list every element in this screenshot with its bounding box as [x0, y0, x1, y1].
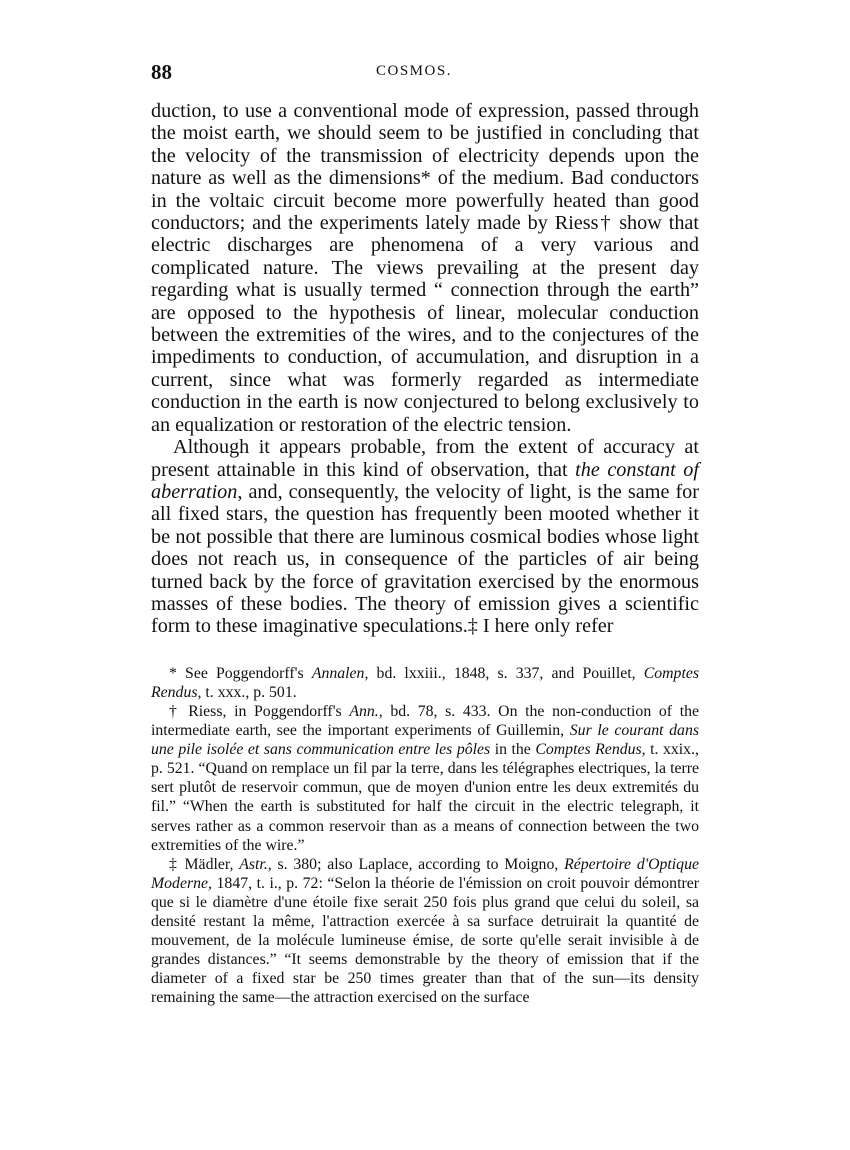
page-number: 88	[151, 60, 172, 84]
footnote-2-title-2: Sur le courant dans une pile isolée et sans communication entre les pôles	[151, 722, 699, 759]
paragraph-2-text-c: , and, consequently, the velocity of light, is the same for all fixed stars, the question has frequently been mooted whether it be not possible that there are luminous cosmical bodies whose light does not reach us, in consequence of the particles of air being turned back by the force of gravitation exercised by the enormous masses of these bodies. The theory of emission gives a scientific form to these imaginative speculations.‡ I here only refer	[151, 480, 699, 638]
footnote-2-text-4: t. xxix., p. 521. “Quand on remplace un fil par la terre, dans les télégraphes electriques, la terre sert plutôt de reservoir commun, que de moyen d'union entre les deux extremités du fil.” “When the earth is substituted for half the circuit in the electric telegraph, it serves rather as a common reservoir than as a means of connection between the two extremities of the wire.”	[151, 741, 699, 854]
footnote-3-text-3: 1847, t. i., p. 72: “Selon la théorie de l'émission on croit pouvoir démontrer que si le diamètre d'une étoile fixe serait 250 fois plus grand que celui du soleil, sa densité restant la même, l'attraction exercée à sa surface detruirait la quantité de mouvement, de la molécule lumineuse émise, de sorte qu'elle serait invisible à de grandes distances.” “It seems demonstrable by the theory of emission that if the diameter of a fixed star be 250 times greater than that of the sun—its density remaining the same—the attraction exercised on the surface	[151, 874, 699, 1007]
footnote-3	[151, 855, 699, 1008]
footnote-2-text-2: bd. 78, s. 433. On the non-conduction of the intermediate earth, see the important experiments of Guillemin,	[151, 702, 699, 740]
footnote-3-text: ‡ Mädler,	[169, 855, 240, 873]
footnote-3-title-2: Répertoire d'Optique Moderne,	[151, 855, 699, 892]
running-title: COSMOS.	[376, 63, 452, 79]
paragraph-2-text-a: Although it appears probable, from the extent of accuracy at present attainable in this kind of observation, that	[151, 436, 699, 481]
footnote-1-text: * See Poggendorff's	[169, 664, 312, 682]
footnote-2-title-3: Comptes Rendus,	[535, 741, 646, 759]
footnotes	[151, 664, 699, 1008]
main-text	[151, 100, 699, 638]
footnote-2	[151, 702, 699, 855]
paragraph-2-italic: the constant of aberration	[151, 458, 699, 503]
footnote-2-text: † Riess, in Poggendorff's	[169, 702, 350, 720]
footnote-2-text-3: in the	[490, 741, 536, 759]
footnote-1-text-3: t. xxx., p. 501.	[201, 683, 297, 701]
paragraph-1: duction, to use a conventional mode of expression, passed through the moist earth, we should seem to be justified in concluding that the velocity of the transmission of electricity depends upon the nature as well as the dimensions* of the medium. Bad conductors in the voltaic circuit become more powerfully heated than good conductors; and the experiments lately made by Riess† show that electric discharges are phenomena of a very various and complicated nature. The views prevailing at the present day regarding what is usually termed “ connection through the earth” are opposed to the hypothesis of linear, molecular conduction between the extremities of the wires, and to the conjectures of the impediments to conduction, of accumulation, and disruption in a current, since what was formerly regarded as intermediate conduction in the earth is now conjectured to belong exclusively to an equalization or restoration of the electric tension.	[151, 100, 699, 436]
running-head	[151, 60, 699, 86]
footnote-1-title: Annalen,	[311, 664, 369, 682]
paragraph-2	[151, 436, 699, 638]
footnote-3-text-2: s. 380; also Laplace, according to Moigno,	[271, 855, 565, 873]
footnote-1-title-2: Comptes Rendus,	[151, 664, 699, 701]
footnote-1	[151, 664, 699, 702]
book-page	[151, 60, 699, 1007]
footnote-3-title: Astr.,	[239, 855, 272, 873]
footnote-2-title: Ann.,	[349, 702, 383, 720]
footnote-1-text-2: bd. lxxiii., 1848, s. 337, and Pouillet,	[368, 664, 644, 682]
